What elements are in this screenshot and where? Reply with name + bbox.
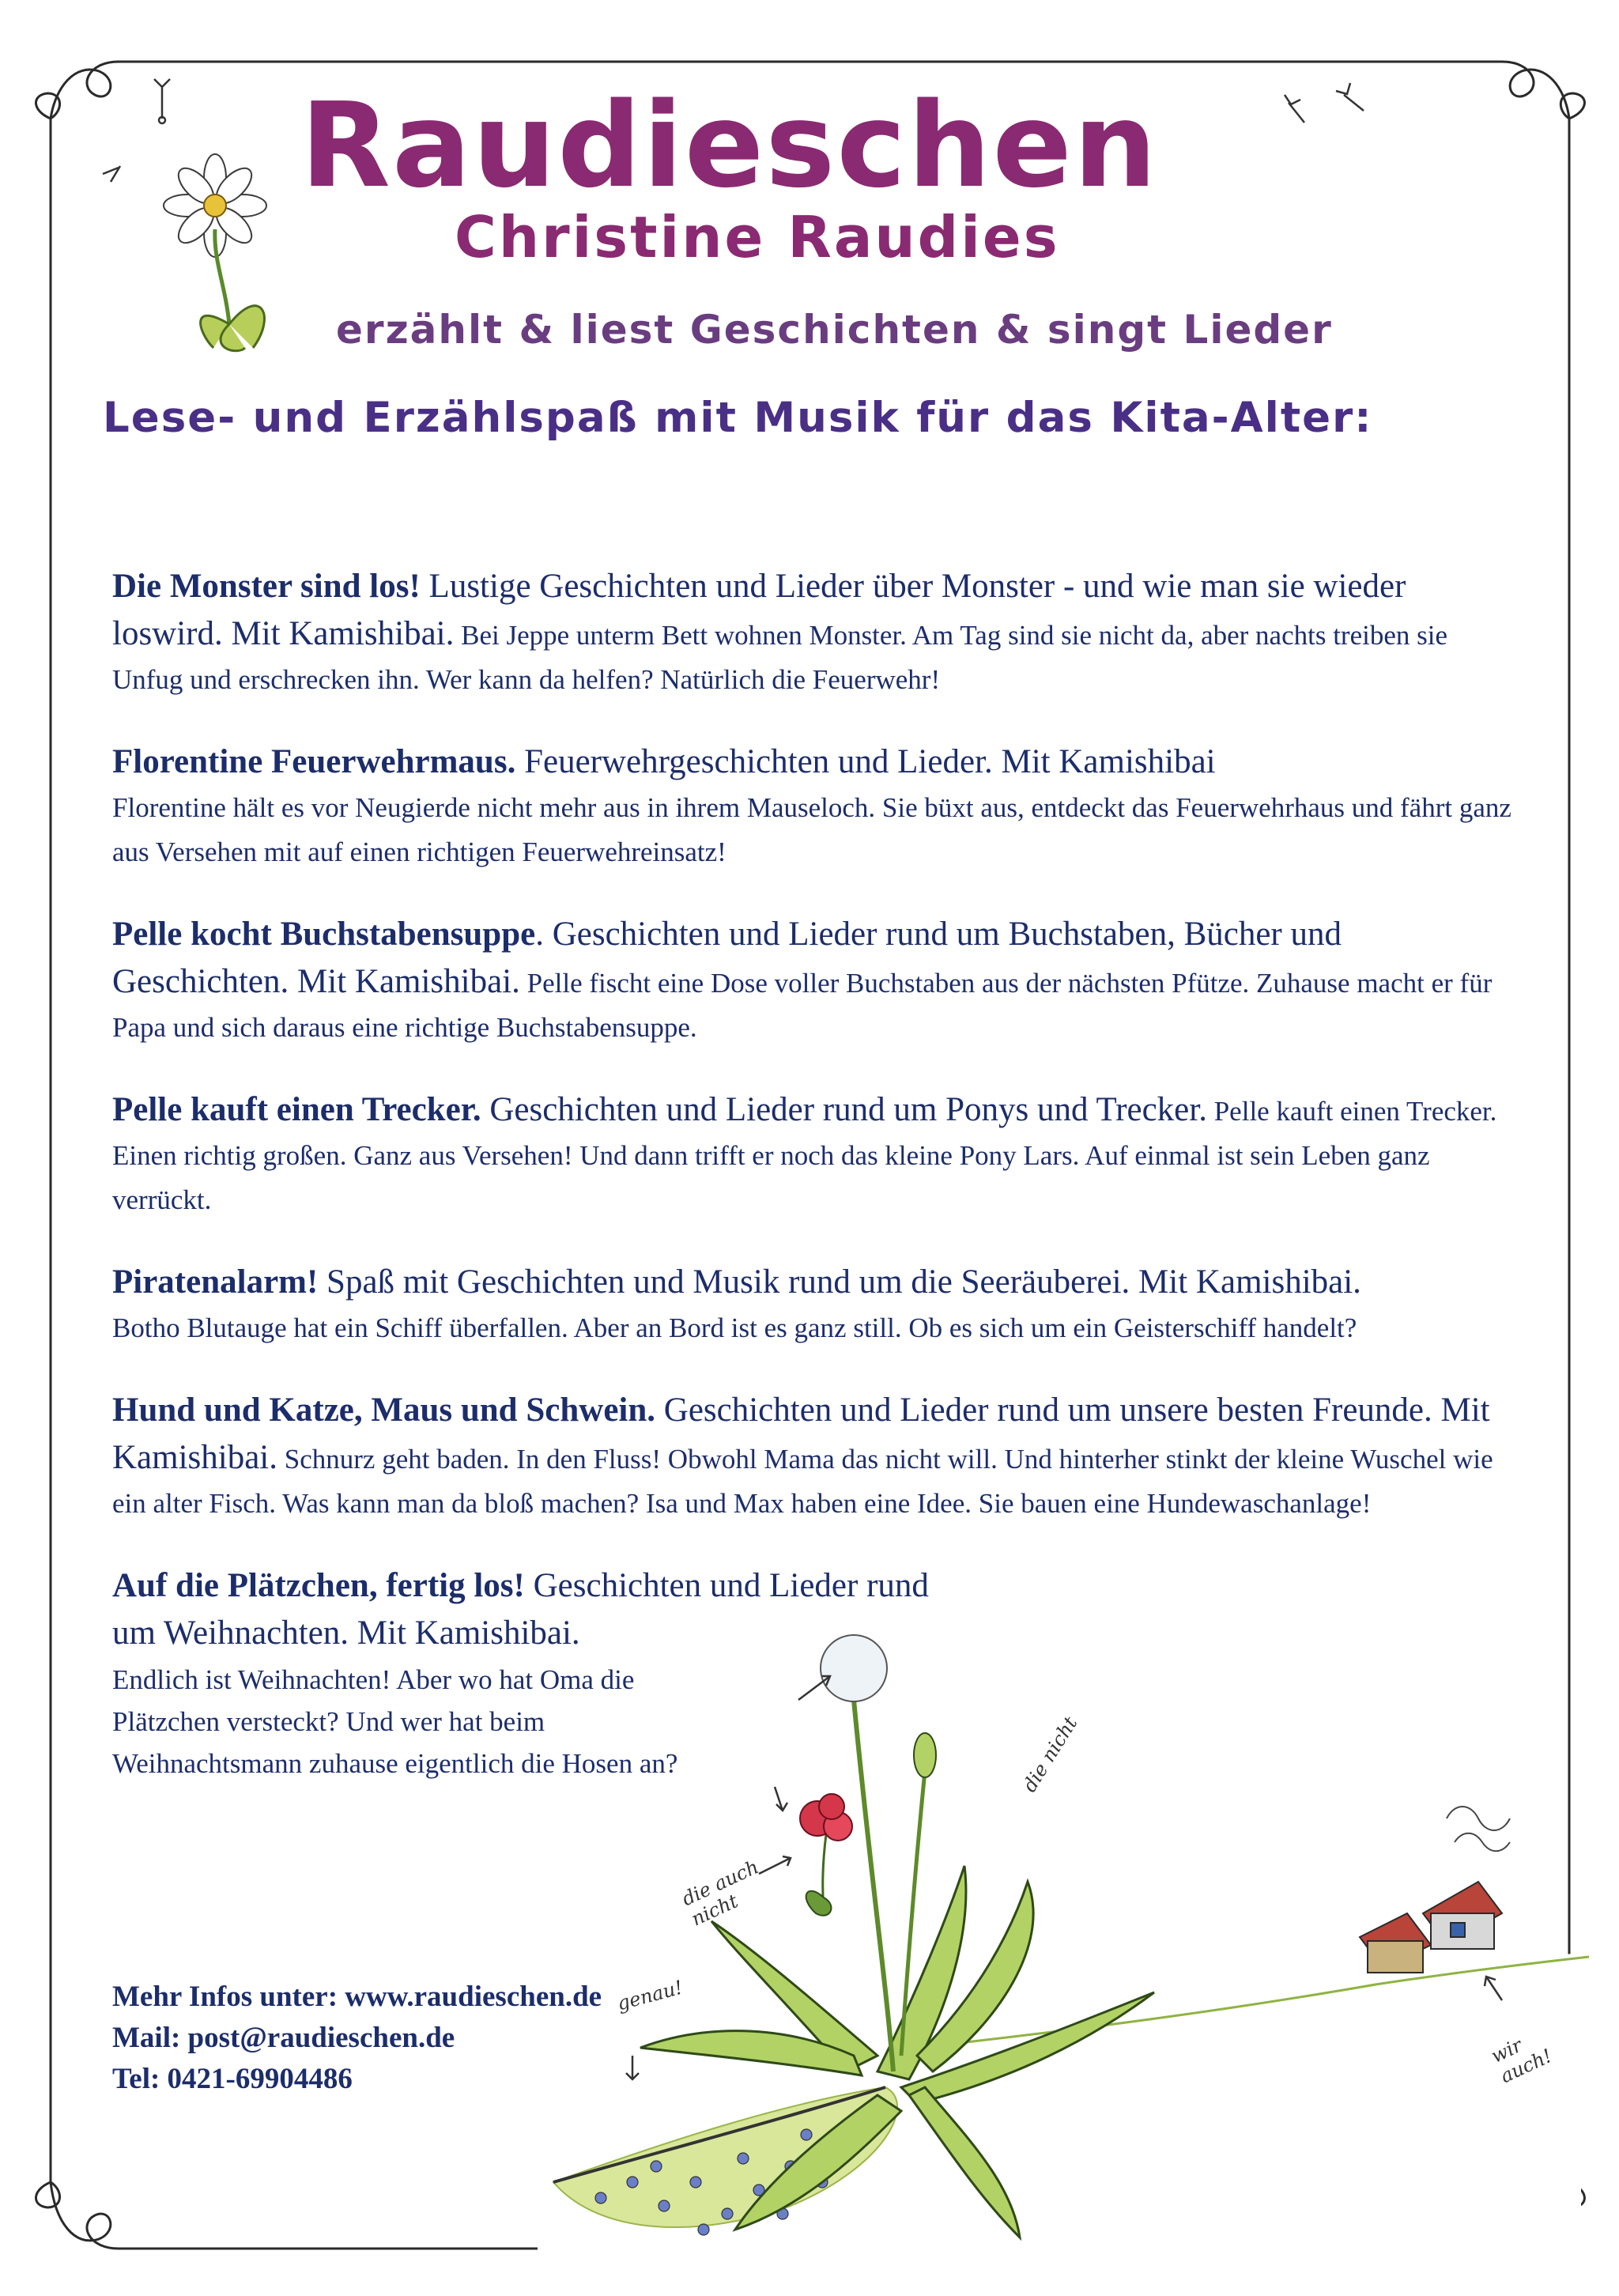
- entry-title: Auf die Plätzchen, fertig los!: [112, 1567, 525, 1604]
- brand-title: Raudieschen: [300, 77, 1159, 213]
- program-entry: [112, 563, 1519, 702]
- entry-title: Die Monster sind los!: [112, 568, 421, 605]
- phone-number: Tel: 0421-69904486: [112, 2063, 353, 2095]
- entry-lead: Lustige Geschichten und Lieder über Monster - und wie man sie wieder loswird. Mit Kamishibai.: [112, 568, 1406, 652]
- program-entry: [112, 738, 1519, 874]
- entry-title: Pelle kauft einen Trecker.: [112, 1091, 481, 1128]
- entry-description: Bei Jeppe unterm Bett wohnen Monster. Am Tag sind sie nicht da, aber nachts treiben sie Unfug und erschrecken ihn. Wer kann da helfen? Natürlich die Feuerwehr!: [112, 620, 1448, 695]
- note-wir-auch: wir auch!: [1487, 2034, 1556, 2088]
- program-entry: [112, 1259, 1519, 1350]
- note-genau: genau!: [614, 1976, 685, 2015]
- entry-description: Pelle kauft einen Trecker. Einen richtig großen. Ganz aus Versehen! Und dann trifft er noch das kleine Pony Lars. Auf einmal ist sein Leben ganz verrückt.: [112, 1096, 1497, 1215]
- note-die-nicht: die nicht: [1018, 1713, 1082, 1796]
- program-entry: [112, 1387, 1519, 1526]
- program-entry: [112, 1086, 1519, 1222]
- tagline: erzählt & liest Geschichten & singt Lieder: [336, 307, 1333, 353]
- entry-lead: Geschichten und Lieder rund um Ponys und Trecker.: [481, 1091, 1207, 1128]
- website-link[interactable]: Mehr Infos unter: www.raudieschen.de: [112, 1981, 602, 2013]
- entry-title: Florentine Feuerwehrmaus.: [112, 743, 516, 780]
- entry-lead: Spaß mit Geschichten und Musik rund um die Seeräuberei. Mit Kamishibai.: [318, 1263, 1361, 1301]
- entry-title: Hund und Katze, Maus und Schwein.: [112, 1392, 656, 1429]
- entry-description: Pelle fischt eine Dose voller Buchstaben aus der nächsten Pfütze. Zuhause macht er für Papa und sich daraus eine richtige Buchstabensuppe.: [112, 968, 1493, 1043]
- meadow-illustration: [506, 1581, 1597, 2261]
- entry-lead: Feuerwehrgeschichten und Lieder. Mit Kamishibai: [515, 743, 1216, 780]
- entry-lead: Geschichten und Lieder rund um unsere besten Freunde. Mit Kamishibai.: [112, 1392, 1490, 1476]
- author-name: Christine Raudies: [455, 204, 1060, 270]
- entry-description: Schnurz geht baden. In den Fluss! Obwohl Mama das nicht will. Und hinterher stinkt der kleine Wuschel wie ein alter Fisch. Was kann man da bloß machen? Isa und Max haben eine Idee. Sie bauen eine Hundewaschanlage!: [112, 1444, 1493, 1519]
- entry-lead: . Geschichten und Lieder rund um Buchstaben, Bücher und Geschichten. Mit Kamishibai.: [112, 916, 1342, 1000]
- entry-title: Pelle kocht Buchstabensuppe: [112, 916, 536, 953]
- entry-title: Piratenalarm!: [112, 1263, 319, 1301]
- program-entry: [112, 911, 1519, 1050]
- entry-lead: Geschichten und Lieder rund um Weihnachten. Mit Kamishibai.: [112, 1567, 929, 1652]
- entry-description: Botho Blutauge hat ein Schiff überfallen. Aber an Bord ist es ganz still. Ob es sich um ein Geisterschiff handelt?: [112, 1312, 1357, 1343]
- page-subtitle: Lese- und Erzählspaß mit Musik für das Kita-Alter:: [103, 394, 1373, 442]
- email-link[interactable]: Mail: post@raudieschen.de: [112, 2022, 455, 2054]
- entry-description: Endlich ist Weihnachten! Aber wo hat Oma die Plätzchen versteckt? Und wer hat beim Weihnachtsmann zuhause eigentlich die Hosen an?: [112, 1664, 678, 1779]
- entry-description: Florentine hält es vor Neugierde nicht mehr aus in ihrem Mauseloch. Sie büxt aus, entdeckt das Feuerwehrhaus und fährt ganz aus Versehen mit auf einen richtigen Feuerwehreinsatz!: [112, 792, 1511, 867]
- note-die-auch-nicht: die auch nicht: [678, 1856, 762, 1931]
